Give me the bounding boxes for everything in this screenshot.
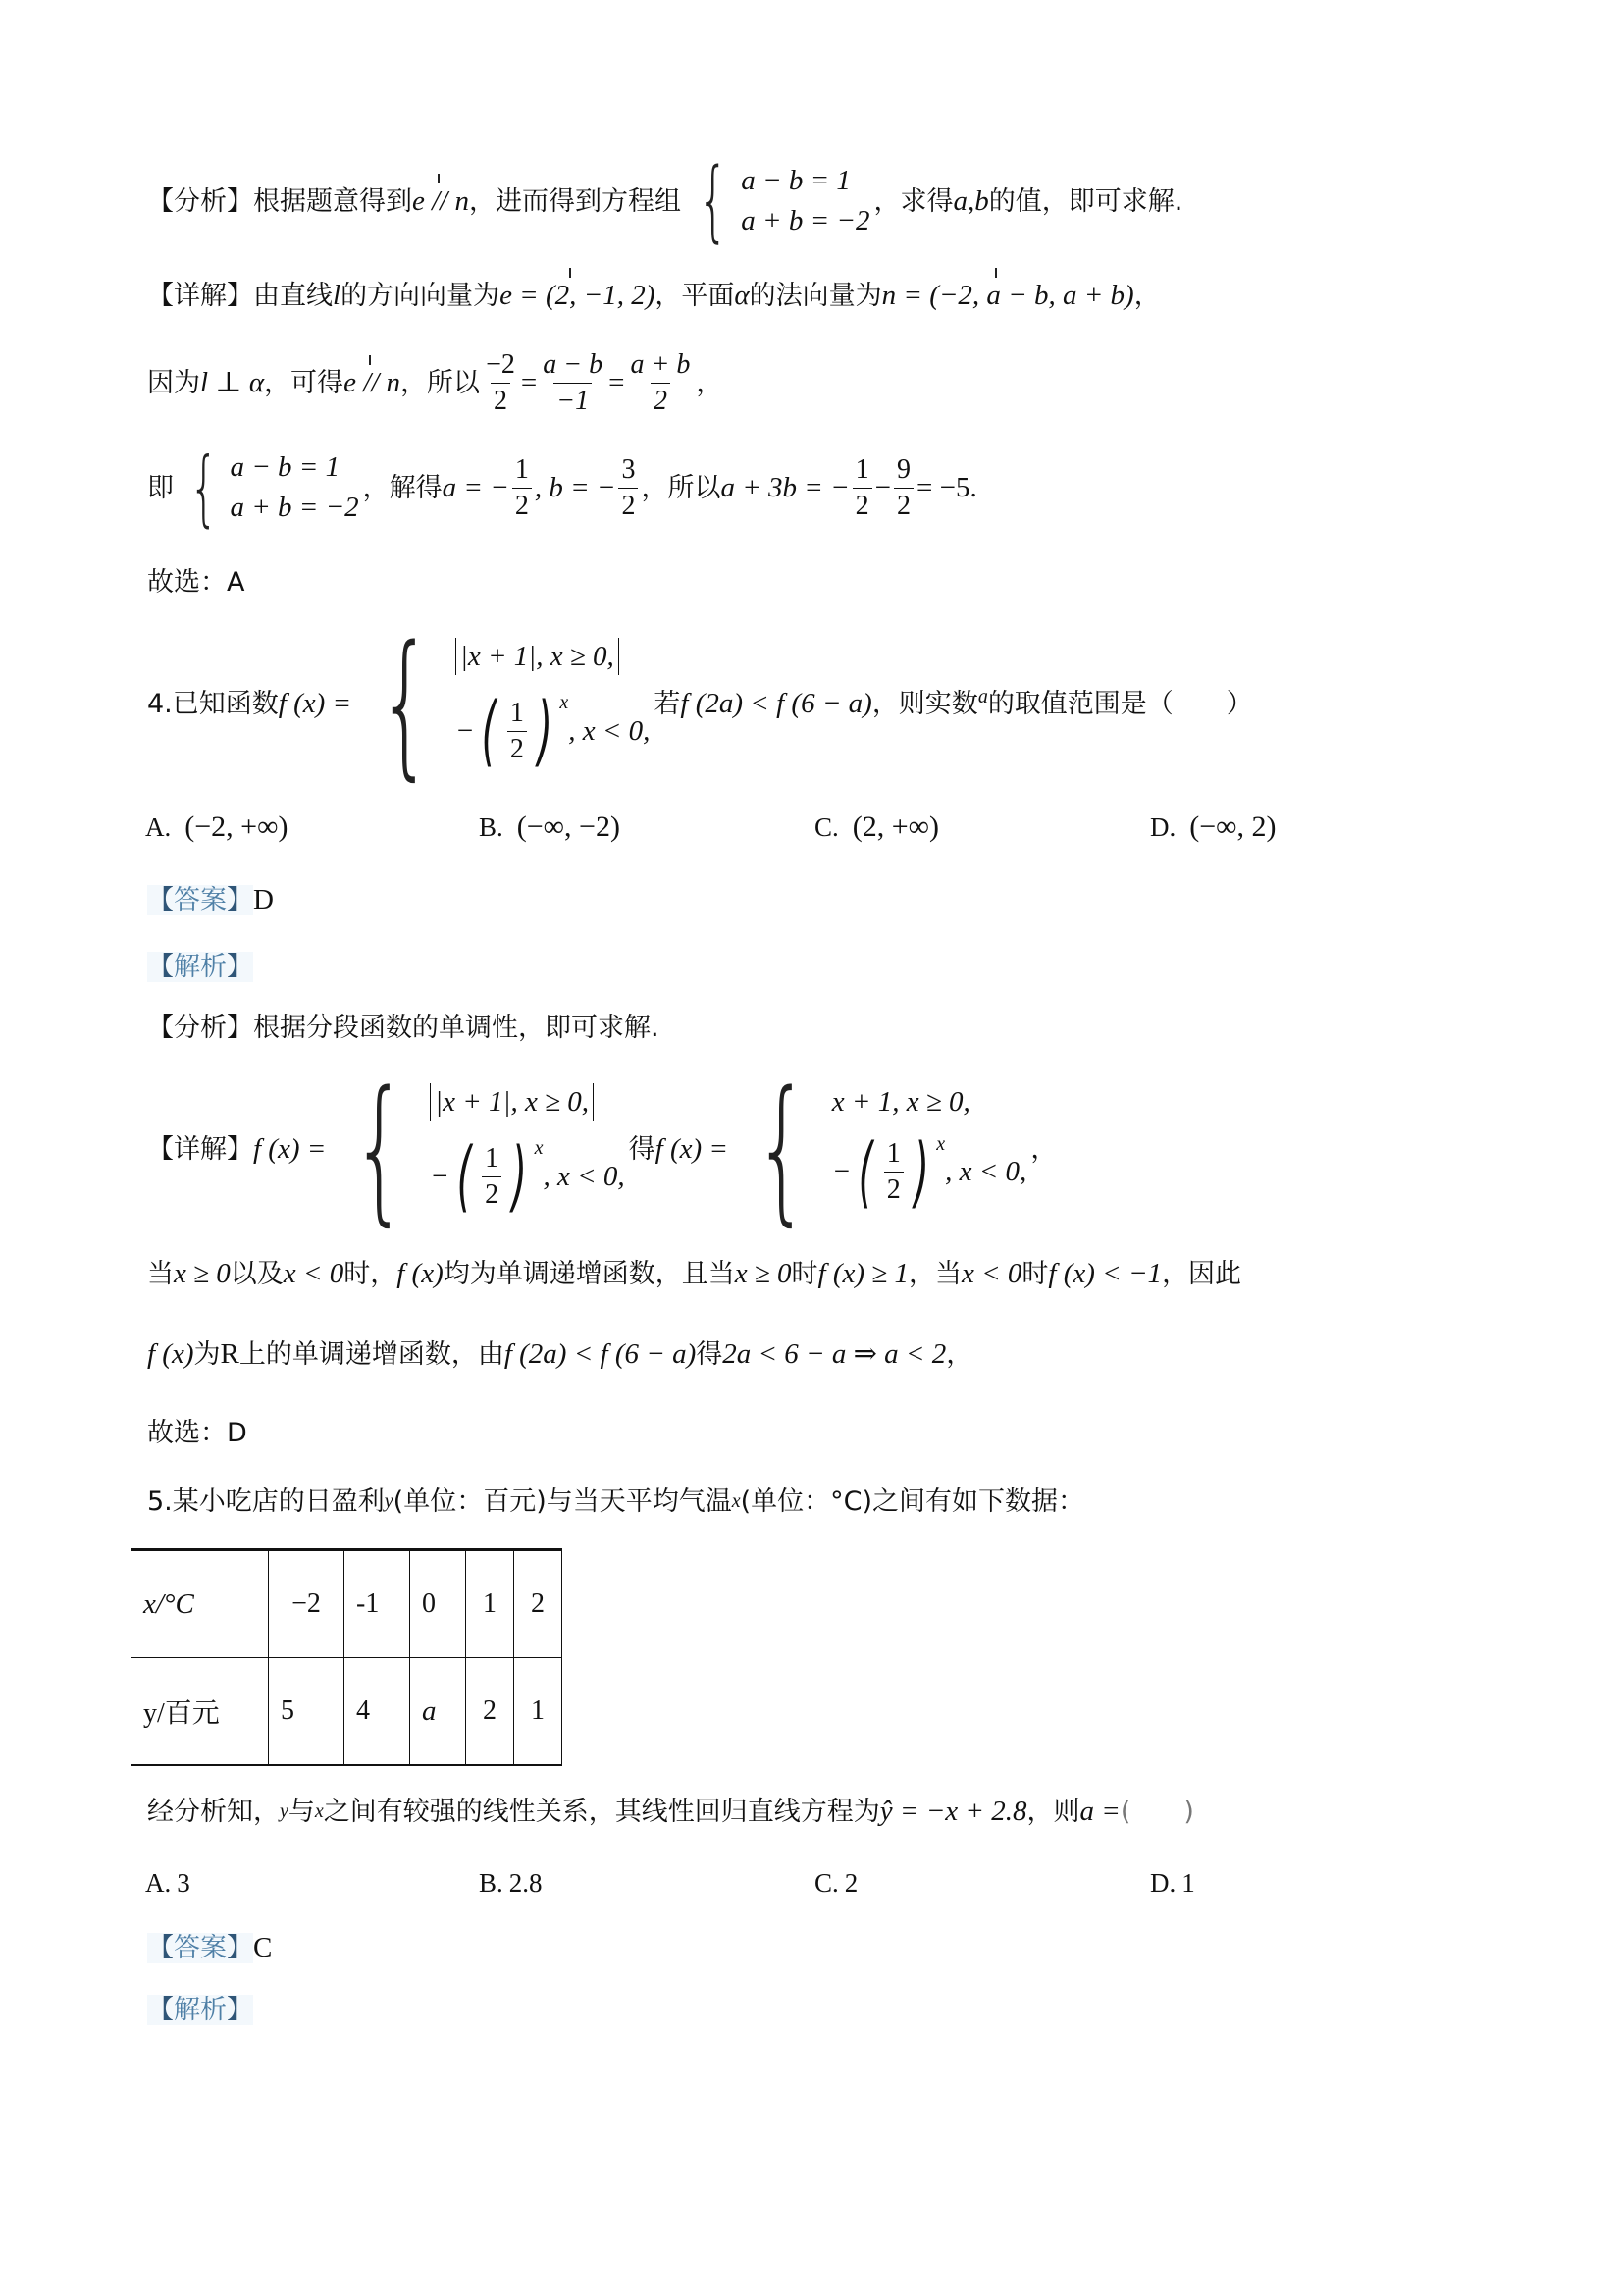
q3-detail-line-2: 因为 l ⊥ α ，可得 e // n ，所以 $\frac{-2}{2}$ = $\frac{a - b}{-1}$ = $\frac{a + b}{2}$ ， bbox=[147, 348, 723, 416]
q4-answer bbox=[147, 885, 274, 914]
equation-system: { a − b = 1 a + b = −2 bbox=[189, 440, 359, 536]
question-number: 5. bbox=[147, 1486, 173, 1517]
detail-tag: 【详解】 bbox=[147, 280, 253, 311]
normal-vector: n = (−2, a − b, a + b) bbox=[881, 279, 1134, 311]
option-d[interactable]: D. (−∞, 2) bbox=[1150, 810, 1277, 843]
option-b[interactable]: B. 2.8 bbox=[479, 1868, 543, 1898]
answer-tag: 【答案】 bbox=[147, 1932, 253, 1963]
q3-analysis-line: 【分析】 根据题意得到 e // n ，进而得到方程组 { a − b = 1 a + b = −2 ，求得 a,b 的值，即可求解. bbox=[147, 149, 1183, 252]
q5-answer bbox=[147, 1933, 272, 1962]
q5-stem: 5. 某小吃店的日盈利 y (单位：百元)与当天平均气温 x (单位：°C)之间有如下数据： bbox=[147, 1486, 1085, 1517]
q4-detail-line-3: f (x) 为 R 上的单调递增函数，由 f (2a) < f (6 − a) 得 2a < 6 − a ⇒ a < 2 ， bbox=[147, 1337, 973, 1370]
q4-detail-line-2: 当 x ≥ 0 以及 x < 0 时， f (x) 均为单调递增函数，且当 x ≥ 0 时 f (x) ≥ 1 ，当 x < 0 时 f (x) < −1 ，因此 bbox=[147, 1257, 1242, 1289]
option-a[interactable]: A. 3 bbox=[145, 1868, 190, 1898]
brace-icon: { bbox=[754, 1057, 810, 1240]
brace-icon: { bbox=[189, 440, 219, 536]
q4-analysis: 【分析】 根据分段函数的单调性，即可求解. bbox=[147, 1012, 659, 1043]
fraction: $\frac{a + b}{2}$ bbox=[630, 348, 691, 416]
q3-choice: 故选：A bbox=[147, 566, 245, 598]
q4-stem: 4. 已知函数 f (x) = { |x + 1|, x ≥ 0, − ( $\frac{1}{2}$ ) $^x$ , x < 0, 若 f (2a) < f (6 − a) ，则实数 a 的取值范围是（ ） bbox=[147, 611, 1253, 795]
q4-choice: 故选：D bbox=[147, 1417, 247, 1448]
answer-value: C bbox=[253, 1931, 273, 1963]
brace-icon: { bbox=[352, 1057, 408, 1240]
table-row: x/°C −2 -1 0 1 2 bbox=[131, 1550, 562, 1658]
answer-tag: 【答案】 bbox=[147, 884, 253, 915]
option-c[interactable]: C. 2 bbox=[814, 1868, 859, 1898]
data-table bbox=[131, 1548, 562, 1766]
brace-icon: { bbox=[697, 149, 729, 252]
table-row: y/百元 5 4 a 2 1 bbox=[131, 1658, 562, 1766]
q5-followup: 经分析知， y 与 x 之间有较强的线性关系，其线性回归直线方程为 ŷ = −x + 2.8 ，则 a = ( ) bbox=[147, 1795, 1194, 1827]
analysis-tag: 【分析】 bbox=[147, 185, 253, 217]
answer-value: D bbox=[253, 883, 274, 915]
q4-explain-tag: 【解析】 bbox=[147, 951, 253, 982]
q4-detail: 【详解】 f (x) = { |x + 1|, x ≥ 0, − ( $\frac{1}{2}$ ) $^x$ , x < 0, 得 f (x) = { x + 1, x ≥ 0, − ( $\frac{1}{2}$ ) $^x$ , x < 0, ， bbox=[147, 1057, 1058, 1240]
option-a[interactable]: A. (−2, +∞) bbox=[145, 810, 288, 843]
piecewise-function: { |x + 1|, x ≥ 0, − ( $\frac{1}{2}$ ) $^x$ , x < 0, bbox=[377, 611, 651, 795]
equation-system: { a − b = 1 a + b = −2 bbox=[697, 149, 870, 252]
option-d[interactable]: D. 1 bbox=[1150, 1868, 1195, 1898]
direction-vector: e = (2, −1, 2) bbox=[499, 279, 655, 311]
fraction: $\frac{-2}{2}$ bbox=[486, 348, 515, 416]
parallel-vectors: e // n bbox=[412, 184, 469, 217]
brace-icon: { bbox=[377, 611, 433, 795]
q3-detail-line-3: 即 { a − b = 1 a + b = −2 ，解得 a = − $\frac{1}{2}$ , b = − $\frac{3}{2}$ ，所以 a + 3b = − $\frac{1}{2}$ − $\frac{9}{2}$ = −5. bbox=[147, 440, 977, 536]
q3-detail-line-1: 【详解】 由直线 l 的方向向量为 e = (2, −1, 2) ，平面 α 的法向量为 n = (−2, a − b, a + b) ， bbox=[147, 279, 1161, 311]
fraction: $\frac{a - b}{-1}$ bbox=[543, 348, 603, 416]
q5-explain-tag: 【解析】 bbox=[147, 1994, 253, 2025]
option-c[interactable]: C. (2, +∞) bbox=[814, 810, 940, 843]
option-b[interactable]: B. (−∞, −2) bbox=[479, 810, 620, 843]
question-number: 4. bbox=[147, 688, 173, 719]
